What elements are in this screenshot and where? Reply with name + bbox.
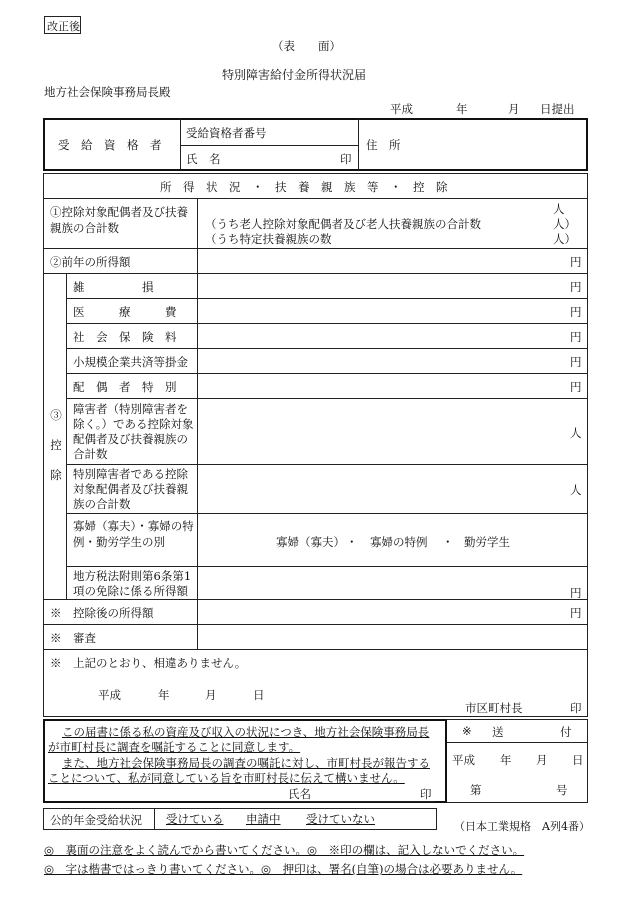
elderly-unit: 人） <box>553 217 576 231</box>
confirm-text: ※ 上記のとおり、相違ありません。 <box>50 656 247 670</box>
recipient-number-field[interactable] <box>182 122 356 144</box>
row-line <box>43 198 588 199</box>
section-title: 所 得 状 況 ・ 扶 養 親 族 等 ・ 控 除 <box>160 180 448 194</box>
row-line <box>66 373 588 374</box>
sent-mark: ※ <box>462 724 472 738</box>
consent-line4: ことについて、私が同意している旨を市町村長に伝えて構いません。 <box>48 771 405 785</box>
chihozei-label: 地方税法附則第6条第1項の免除に係る所得額 <box>73 569 192 598</box>
confirm-era: 平成 <box>98 688 121 702</box>
zasson-label: 雑 損 <box>73 280 154 294</box>
page-side: （表 面） <box>272 39 341 53</box>
kafu-option-widow[interactable]: 寡婦（寡夫） <box>276 535 345 549</box>
pension-option-receiving[interactable]: 受けている <box>166 812 224 826</box>
recipient-name-field[interactable] <box>220 148 330 168</box>
kafu-option-special[interactable]: 寡婦の特例 <box>370 535 428 549</box>
sent-month: 月 <box>536 753 548 767</box>
iryohi-label: 医 療 費 <box>73 305 177 319</box>
prev-income-label: ②前年の所得額 <box>50 255 131 269</box>
row-line <box>66 348 588 349</box>
tokubetsu-label: 特別障害者である控除対象配偶者及び扶養親族の合計数 <box>73 467 188 511</box>
form-title: 特別障害給付金所得状況届 <box>222 68 367 82</box>
row-line <box>66 566 588 567</box>
special-label: （うち特定扶養親族の数 <box>205 232 332 246</box>
note-line2: ◎ 字は楷書ではっきり書いてください。◎ 押印は、署名(自筆)の場合は必要ありません。 <box>44 862 523 876</box>
prev-income-unit: 円 <box>570 255 582 269</box>
consent-line2: が市町村長に調査を嘱託することに同意します。 <box>48 740 301 754</box>
shogaisha-unit: 人 <box>570 426 582 440</box>
recipient-seal: 印 <box>340 152 352 166</box>
sent-year: 年 <box>500 753 512 767</box>
row-line <box>43 248 588 249</box>
row-line <box>66 298 588 299</box>
shokibo-unit: 円 <box>570 355 582 369</box>
dependents-unit: 人 <box>553 202 565 216</box>
row-line <box>66 398 588 399</box>
recipient-divider <box>358 119 359 170</box>
addressee: 地方社会保険事務局長殿 <box>44 85 171 99</box>
kafu-separator: ・ <box>442 535 454 549</box>
col-line <box>66 273 67 599</box>
kafu-option-student[interactable]: 勤労学生 <box>464 535 510 549</box>
iryohi-unit: 円 <box>570 305 582 319</box>
confirm-day: 日 <box>253 688 265 702</box>
revised-label: 改正後 <box>47 20 80 33</box>
chihozei-unit: 円 <box>570 586 582 600</box>
consent-name-field[interactable] <box>312 784 412 800</box>
jis-standard: （日本工業規格 A列4番） <box>454 820 590 833</box>
confirm-year: 年 <box>158 688 170 702</box>
row-line <box>43 273 588 274</box>
sent-era: 平成 <box>452 753 475 767</box>
revised-label-box <box>44 16 81 34</box>
date-month: 月 <box>508 102 520 116</box>
row-line <box>66 323 588 324</box>
consent-seal: 印 <box>420 787 432 801</box>
recipient-number-label: 受給資格者番号 <box>186 126 267 140</box>
mayor-label: 市区町村長 <box>465 701 523 715</box>
consent-line3: また、地方社会保険事務局長の調査の嘱託に対し、市町村長が報告する <box>62 756 430 770</box>
shogaisha-label: 障害者（特別障害者を除く。）である控除対象配偶者及び扶養親族の合計数 <box>73 402 194 461</box>
consent-line1: この届書に係る私の資産及び収入の状況につき、地方社会保険事務局長 <box>62 725 430 739</box>
sent-go: 号 <box>556 783 568 797</box>
sent-no: 第 <box>470 783 482 797</box>
kafu-separator: ・ <box>346 535 358 549</box>
zasson-unit: 円 <box>570 280 582 294</box>
row-line <box>66 513 588 514</box>
tokubetsu-unit: 人 <box>570 483 582 497</box>
recipient-divider <box>180 145 358 146</box>
sent-divider <box>447 742 588 743</box>
sent-attach: 付 <box>560 725 572 739</box>
consent-name-label: 氏名 <box>288 787 311 801</box>
pension-label: 公的年金受給状況 <box>50 813 142 827</box>
row-line <box>43 624 588 625</box>
elderly-label: （うち老人控除対象配偶者及び老人扶養親族の合計数 <box>205 217 481 231</box>
audit-label: ※ 審査 <box>50 631 96 645</box>
kafu-label: 寡婦（寡夫）・寡婦の特例・勤労学生の別 <box>73 519 194 549</box>
sent-day: 日 <box>572 753 584 767</box>
pension-option-applying[interactable]: 申請中 <box>246 812 281 826</box>
pension-label-box <box>43 808 155 830</box>
pension-option-not-receiving[interactable]: 受けていない <box>306 812 375 826</box>
recipient-name-label: 氏 名 <box>186 152 221 166</box>
haigusha-label: 配 偶 者 特 別 <box>73 380 177 394</box>
row-line <box>43 599 588 600</box>
deduction-marker: ③控除 <box>50 408 62 482</box>
note-line1: ◎ 裏面の注意をよく読んでから書いてください。◎ ※印の欄は、記入しないでください。 <box>44 843 525 857</box>
date-submitted: 日提出 <box>540 102 575 116</box>
date-year: 年 <box>456 102 468 116</box>
confirm-month: 月 <box>205 688 217 702</box>
address-field[interactable] <box>400 122 584 168</box>
shakai-label: 社 会 保 険 料 <box>73 330 177 344</box>
sent-label: 送 <box>492 725 504 739</box>
after-deduction-unit: 円 <box>570 606 582 620</box>
row-line <box>43 649 588 650</box>
consent-name-underline <box>240 801 435 802</box>
special-unit: 人） <box>553 232 576 246</box>
shokibo-label: 小規模企業共済等掛金 <box>73 355 188 369</box>
col-line <box>197 198 198 649</box>
mayor-seal: 印 <box>570 701 582 715</box>
shakai-unit: 円 <box>570 330 582 344</box>
address-label: 住 所 <box>366 138 401 152</box>
recipient-label: 受 給 資 格 者 <box>58 138 162 152</box>
dependents-label: ①控除対象配偶者及び扶養親族の合計数 <box>50 205 188 235</box>
row-line <box>66 464 588 465</box>
after-deduction-label: ※ 控除後の所得額 <box>50 606 154 620</box>
date-era: 平成 <box>390 102 413 116</box>
haigusha-unit: 円 <box>570 380 582 394</box>
